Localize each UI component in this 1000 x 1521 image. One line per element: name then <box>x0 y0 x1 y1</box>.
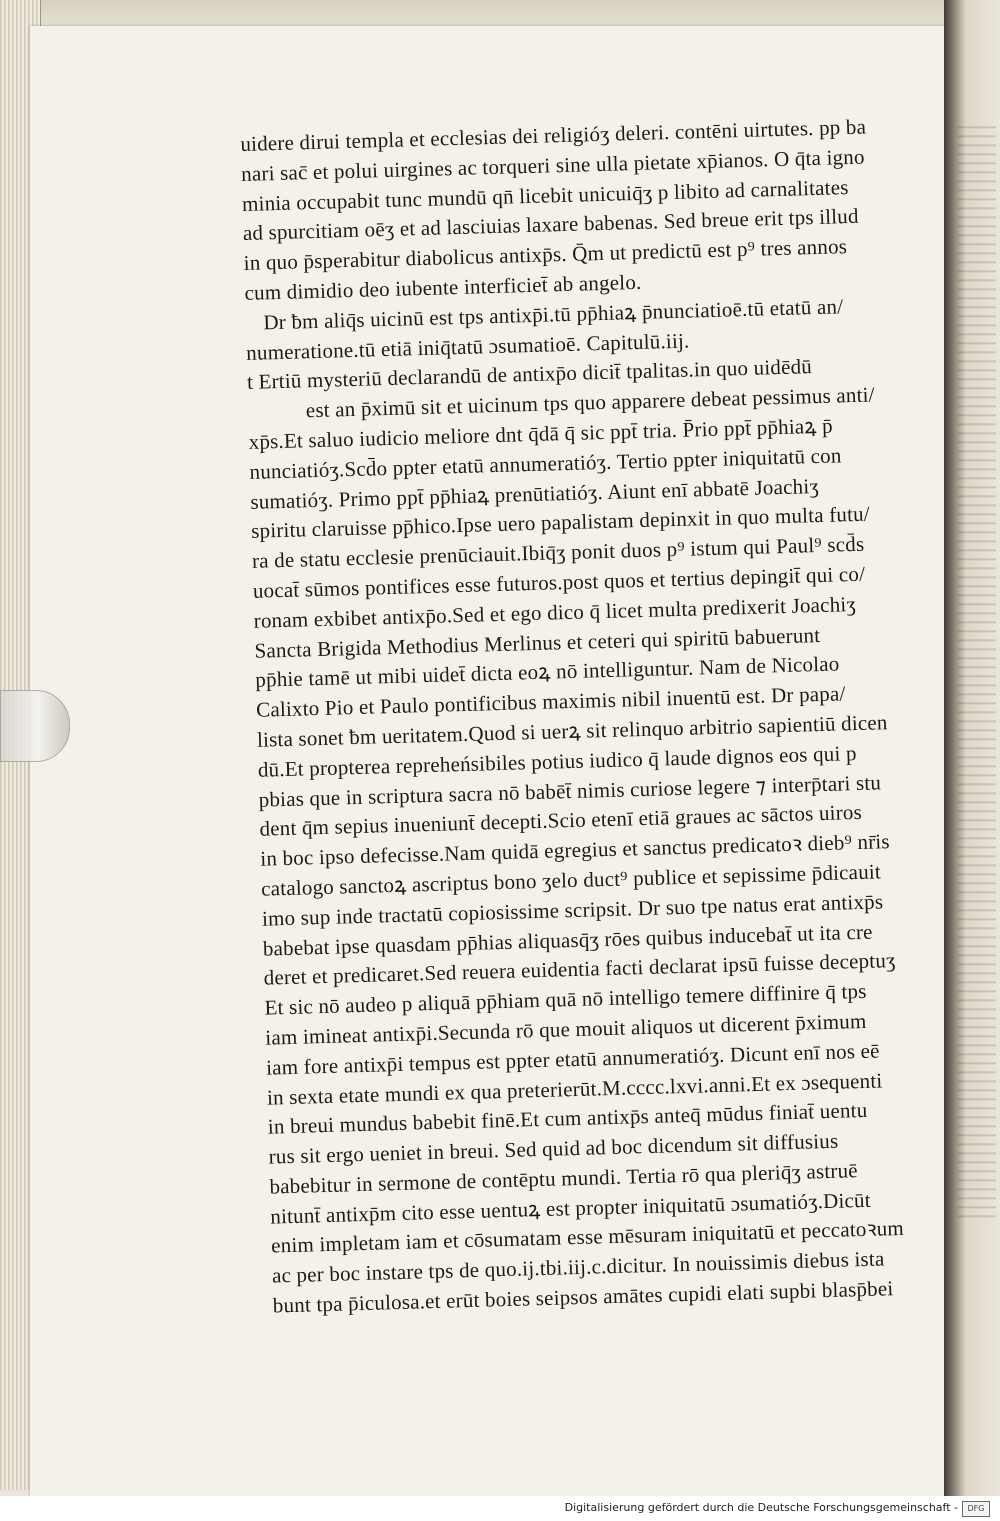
text-line: ra de statu ecclesie prenūciauit.Ibiq̄ʒ ponit duos p⁹ istum qui Paul⁹ scd̄s <box>251 531 865 573</box>
text-line: dent q̄m sepius inueniunt̄ decepti.Scio etenī etiā graues ac sāctos uiros <box>259 800 863 842</box>
text-line: nitunt̄ antixp̄m cito esse uentuꝝ est propter iniquitatū ɔsumatióʒ.Dicūt <box>270 1187 872 1229</box>
text-line: cum dimidio deo iubente interficiet̄ ab angelo. <box>244 269 642 305</box>
text-line: in quo p̄sperabitur diabolicus antixp̄s. Q̄m ut predictū est p⁹ tres annos <box>243 234 848 276</box>
text-line: lista sonet ƀm ueritatem.Quod si uerꝝ sit relinquo arbitrio sapientiū dicen <box>256 710 888 752</box>
text-line: est an p̄ximū sit et uicinum tps quo apparere debeat pessimus anti/ <box>305 382 875 423</box>
text-line: enim impletam iam et cōsumatam esse mēsuram iniquitatū et peccatoꝛum <box>270 1216 905 1259</box>
text-line: in boc ipso defecisse.Nam quidā egregius et sanctus predicatoꝛ dieb⁹ nr̄is <box>260 829 891 871</box>
chapter-heading-line: numeratione.tū etiā iniq̄tatū ɔsumatioē. Capitulū.iij. <box>245 328 690 365</box>
text-line: catalogo sanctoꝝ ascriptus bono ʒelo duct⁹ publice et sepissime p̄dicauit <box>260 859 882 901</box>
text-line: ad spurcitiam oēʒ et ad lasciuias laxare babenas. Sed breue erit tps illud <box>242 204 859 246</box>
funding-credit: Digitalisierung gefördert durch die Deutsche Forschungsgemeinschaft - <box>564 1501 958 1514</box>
text-line: ronam exbibet antixp̄o.Sed et ego dico q̄ licet multa predixerit Joachiʒ <box>253 591 857 633</box>
adjacent-page-text <box>958 120 996 1220</box>
text-line: uidere dirui templa et ecclesias dei religióʒ deleri. contēni uirtutes. pp ba <box>240 114 867 156</box>
text-line: babebat ipse quasdam pp̄hias aliquasq̄ʒ rōes quibus inducebat̄ ut ita cre <box>262 919 873 961</box>
text-line: Et sic nō audeo p aliquā pp̄hiam quā nō intelligo temere diffinire q̄ tps <box>264 978 867 1020</box>
text-line: xp̄s.Et saluo iudicio meliore dnt q̄dā q̄ sic ppt̄ tria. P̄rio ppt̄ pp̄hiaꝝ p̄ <box>248 413 834 454</box>
text-line: uocat̄ sūmos pontifices esse futuros.post quos et tertius depingit̄ qui co/ <box>252 561 866 603</box>
dfg-logo: DFG <box>962 1501 990 1517</box>
footer-bar <box>0 1496 1000 1521</box>
text-line: in breui mundus babebit finē.Et cum antixp̄s anteq̄ mūdus finiat̄ uentu <box>267 1098 868 1139</box>
text-line: spiritu claruisse pp̄hico.Ipse uero papalistam depinxit in quo multa futu/ <box>250 501 871 544</box>
text-line: deret et predicaret.Sed reuera euidentia facti declarat ipsū fuisse deceptuʒ <box>263 948 896 990</box>
text-line: dū.Et propterea repreheńsibiles potius iudico q̄ laude dignos eos qui p <box>257 740 857 782</box>
text-line: minia occupabit tunc mundū qn̄ licebit unicuiq̄ʒ p libito ad carnalitates <box>241 174 849 216</box>
text-line: imo sup inde tractatū copiosissime scripsit. Dr suo tpe natus erat antixp̄s <box>261 889 884 931</box>
text-line: rus sit ergo ueniet in breui. Sed quid ad boc dicendum sit diffusius <box>268 1128 839 1169</box>
text-line: Dr ƀm aliq̄s uicinū est tps antixp̄i.tū pp̄hiaꝝ p̄nunciatioē.tū etatū an/ <box>263 294 844 335</box>
text-line: pbias que in scriptura sacra nō babēt̄ nimis curiose legere ⁊ interp̄tari stu <box>258 769 882 812</box>
chapter-first-line: t Ertiū mysteriū declarandū de antixp̄o dicit̄ tpalitas.in quo uidēdū <box>246 354 813 395</box>
text-line: iam imineat antixp̄i.Secunda rō que mouit aliquos ut dicerent p̄ximum <box>265 1008 867 1050</box>
text-line: Sancta Brigida Methodius Merlinus et ceteri qui spiritū babuerunt <box>254 622 821 663</box>
text-line: in sexta etate mundi ex qua preterierūt.M.cccc.lxvi.anni.Et ex ɔsequenti <box>266 1067 883 1110</box>
page-clip <box>0 690 70 762</box>
text-line: Calixto Pio et Paulo pontificibus maximis nibil inuentū est. Dr papa/ <box>255 681 846 722</box>
text-line: babebitur in sermone de contēptu mundi. Tertia rō qua pleriq̄ʒ astruē <box>269 1158 859 1199</box>
text-line: pp̄hie tamē ut mibi uidet̄ dicta eoꝝ nō intelliguntur. Nam de Nicolao <box>255 651 840 693</box>
text-line: nari sac̄ et polui uirgines ac torqueri sine ulla pietate xp̄ianos. O q̄ta igno <box>240 144 865 186</box>
printed-text-block <box>240 111 949 1318</box>
text-line: bunt tpa p̄iculosa.et erūt boies seipsos amātes cupidi elati supbi blasp̄bei <box>272 1276 894 1318</box>
text-line: ac per boc instare tps de quo.ij.tbi.iij.c.dicitur. In nouissimis diebus ista <box>271 1246 885 1288</box>
text-line: iam fore antixp̄i tempus est ppter etatū annumeratióʒ. Dicunt enī nos eē <box>265 1038 880 1080</box>
text-line: nunciatióʒ.Scd̄o ppter etatū annumeratióʒ. Tertio ppter iniquitatū con <box>249 443 842 484</box>
text-line: sumatióʒ. Primo ppt̄ pp̄hiaꝝ prenūtiatióʒ. Aiunt enī abbatē Joachiʒ <box>250 473 820 514</box>
